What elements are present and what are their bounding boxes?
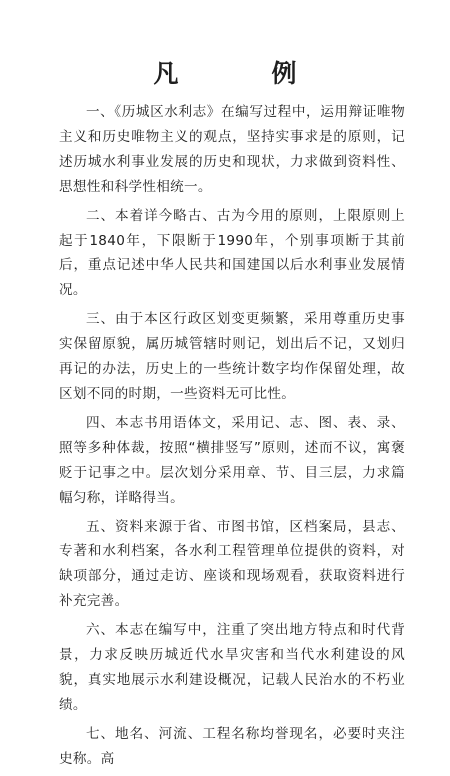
paragraph-5: 五、资料来源于省、市图书馆，区档案局，县志、专著和水利档案，各水利工程管理单位提供的资料，对缺项部分，通过走访、座谈和现场观看，获取资料进行补充完善。: [59, 518, 405, 610]
paragraph-4: 四、本志书用语体文，采用记、志、图、表、录、照等多种体裁，按照“横排竖写”原则，述而不议，寓褒贬于记事之中。层次划分采用章、节、目三层，力求篇幅匀称，详略得当。: [59, 414, 405, 506]
page-title: 凡 例: [153, 59, 331, 88]
paragraph-3: 三、由于本区行政区划变更频繁，采用尊重历史事实保留原貌，属历城管辖时则记，划出后不记，又划归再记的办法，历史上的一些统计数字均作保留处理，故区划不同的时期，一些资料无可比性。: [59, 311, 405, 402]
paragraph-2: 二、本着详今略古、古为今用的原则，上限原则上起于1840年，下限断于1990年，个别事项断于其前后，重点记述中华人民共和国建国以后水利事业发展情况。: [59, 207, 405, 299]
paragraph-1: 一、《历城区水利志》在编写过程中，运用辩证唯物主义和历史唯物主义的观点，坚持实事求是的原则，记述历城水利事业发展的历史和现状，力求做到资料性、思想性和科学性相统一。: [59, 104, 405, 195]
paragraph-6: 六、本志在编写中，注重了突出地方特点和时代背景，力求反映历城近代水旱灾害和当代水利建设的风貌，真实地展示水利建设概况，记载人民治水的不朽业绩。: [59, 622, 405, 713]
body-text: [59, 100, 405, 776]
paragraph-7: 七、地名、河流、工程名称均誉现名，必要时夹注史称。高: [59, 725, 405, 767]
